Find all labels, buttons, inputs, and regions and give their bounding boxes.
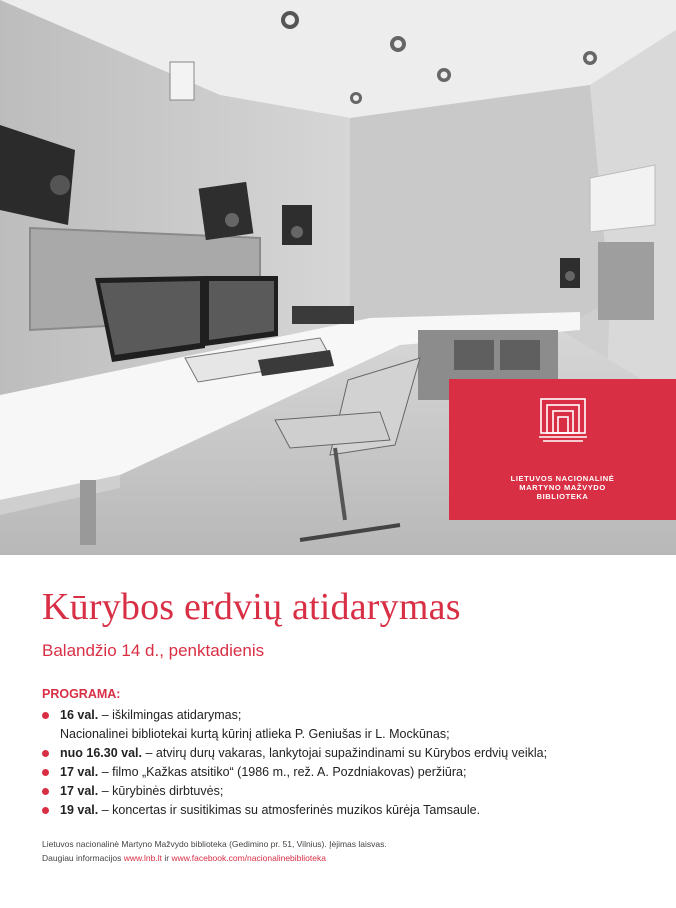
program-item-text: – atvirų durų vakaras, lankytojai supažindinami su Kūrybos erdvių veikla; bbox=[141, 746, 548, 760]
program-item bbox=[40, 706, 547, 725]
program-item-text: – kūrybinės dirbtuvės; bbox=[98, 784, 224, 798]
program-list bbox=[40, 706, 547, 820]
logo-text-line2: MARTYNO MAŽVYDO bbox=[519, 483, 606, 492]
program-heading: PROGRAMA: bbox=[42, 687, 121, 701]
footer bbox=[42, 837, 387, 865]
program-item-time: 16 val. bbox=[60, 708, 99, 722]
bullet-icon bbox=[42, 712, 49, 719]
bullet-icon bbox=[42, 750, 49, 757]
logo-text-line1: LIETUVOS NACIONALINĖ bbox=[510, 474, 615, 483]
program-item-text: – iškilmingas atidarymas; bbox=[98, 708, 242, 722]
event-title: Kūrybos erdvių atidarymas bbox=[42, 586, 461, 628]
program-item bbox=[40, 782, 547, 801]
program-item-text: – koncertas ir susitikimas su atmosferinės muzikos kūrėja Tamsaule. bbox=[98, 803, 481, 817]
event-date: Balandžio 14 d., penktadienis bbox=[42, 641, 265, 660]
bullet-icon bbox=[42, 788, 49, 795]
logo-text-line3: BIBLIOTEKA bbox=[536, 492, 589, 501]
program-item bbox=[40, 744, 547, 763]
bullet-icon bbox=[42, 769, 49, 776]
website-link[interactable]: www.lnb.lt bbox=[123, 853, 162, 863]
bullet-icon bbox=[42, 807, 49, 814]
program-item bbox=[40, 763, 547, 782]
library-building-icon bbox=[539, 397, 587, 443]
program-item-time: 17 val. bbox=[60, 784, 99, 798]
facebook-link[interactable]: www.facebook.com/nacionalinebiblioteka bbox=[171, 853, 326, 863]
program-item-time: 17 val. bbox=[60, 765, 99, 779]
footer-info-mid: ir bbox=[162, 853, 172, 863]
program-item-time: nuo 16.30 val. bbox=[60, 746, 142, 760]
footer-address: Lietuvos nacionalinė Martyno Mažvydo biblioteka (Gedimino pr. 51, Vilnius). Įėjimas laisvas. bbox=[42, 839, 387, 849]
footer-info bbox=[42, 851, 387, 865]
program-item-text: – filmo „Kažkas atsitiko“ (1986 m., rež. A. Pozdniakovas) peržiūra; bbox=[98, 765, 467, 779]
program-item bbox=[40, 801, 547, 820]
program-item bbox=[40, 725, 547, 744]
program-item-time: 19 val. bbox=[60, 803, 99, 817]
library-logo bbox=[449, 379, 676, 520]
footer-info-prefix: Daugiau informacijos bbox=[42, 853, 124, 863]
program-item-text: Nacionalinei bibliotekai kurtą kūrinį atlieka P. Geniušas ir L. Mockūnas; bbox=[60, 727, 450, 741]
